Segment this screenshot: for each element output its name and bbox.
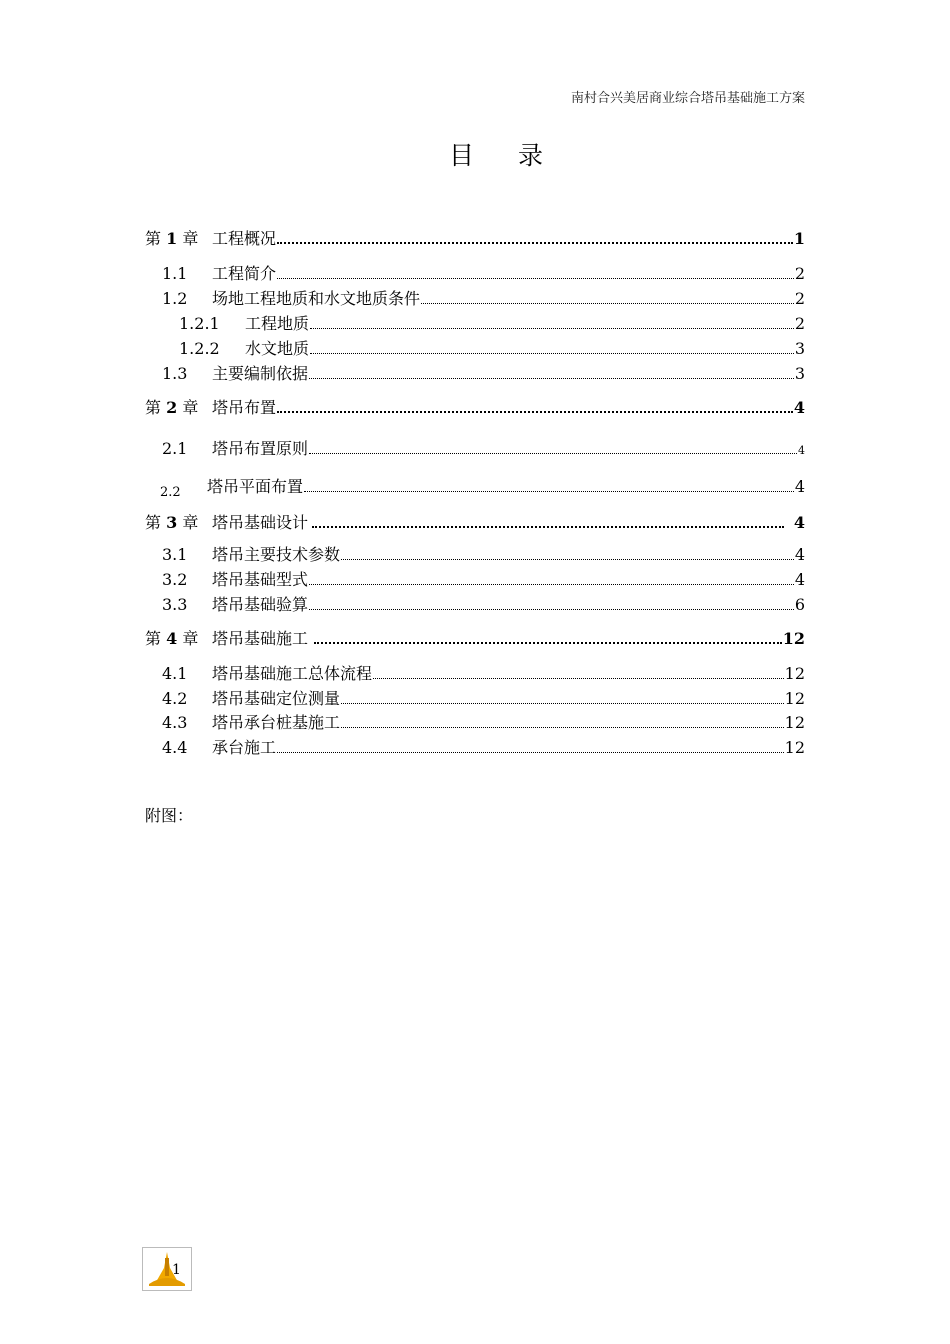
- toc-entry-page: 4: [793, 513, 805, 532]
- toc-leader-dots: [309, 609, 794, 610]
- toc-entry-number: 第 3 章: [145, 513, 199, 532]
- toc-entry-page: 12: [784, 713, 805, 732]
- toc-entry-4-1[interactable]: [162, 661, 805, 684]
- toc-entry-label: 塔吊基础施工: [212, 629, 309, 648]
- toc-entry-label: 塔吊基础验算: [212, 595, 309, 614]
- toc-entry-number: 4.3: [162, 713, 188, 732]
- toc-entry-number: 第 2 章: [145, 398, 199, 417]
- toc-entry-2-2[interactable]: [160, 474, 805, 500]
- toc-leader-dots: [309, 453, 797, 454]
- toc-entry-page: 4: [794, 570, 805, 589]
- toc-entry-number: 2.2: [160, 485, 181, 500]
- toc-leader-dots: [277, 278, 794, 279]
- company-logo-icon: [142, 1247, 192, 1291]
- toc-entry-3-1[interactable]: [162, 542, 805, 565]
- toc-entry-label: 塔吊布置原则: [212, 439, 309, 458]
- toc-entry-label: 塔吊平面布置: [207, 477, 304, 496]
- toc-entry-label: 工程地质: [245, 314, 310, 333]
- toc-leader-dots: [310, 353, 794, 354]
- toc-entry-page: 4: [798, 444, 805, 457]
- toc-entry-label: 塔吊主要技术参数: [212, 545, 341, 564]
- toc-leader-dots: [309, 378, 794, 379]
- toc-entry-3-2[interactable]: [162, 567, 805, 590]
- toc-entry-number: 2.1: [162, 439, 188, 458]
- toc-entry-3-3[interactable]: [162, 592, 805, 615]
- toc-entry-label: 水文地质: [245, 339, 310, 358]
- toc-leader-dots: [373, 678, 784, 679]
- toc-entry-number: 第 4 章: [145, 629, 199, 648]
- toc-entry-page: 12: [784, 689, 805, 708]
- toc-entry-number: 3.2: [162, 570, 188, 589]
- toc-leader-dots: [304, 491, 794, 492]
- toc-leader-dots: [341, 703, 784, 704]
- toc-entry-1-2-1[interactable]: [179, 311, 805, 334]
- toc-entry-label: 工程简介: [212, 264, 277, 283]
- toc-entry-number: 4.2: [162, 689, 188, 708]
- toc-entry-page: 4: [794, 545, 805, 564]
- running-header: 南村合兴美居商业综合塔吊基础施工方案: [570, 91, 805, 106]
- toc-entry-page: 3: [794, 339, 805, 358]
- toc-entry-chapter-4[interactable]: [145, 626, 805, 649]
- toc-entry-4-3[interactable]: [162, 710, 805, 733]
- toc-leader-dots: [277, 411, 793, 413]
- toc-leader-dots: [277, 242, 793, 244]
- toc-entry-1-2-2[interactable]: [179, 336, 805, 359]
- toc-entry-page: 2: [794, 264, 805, 283]
- toc-leader-dots: [341, 727, 784, 728]
- toc-entry-1-1[interactable]: [162, 261, 805, 284]
- toc-entry-chapter-1[interactable]: [145, 226, 805, 249]
- toc-leader-dots: [309, 584, 794, 585]
- toc-entry-label: 工程概况: [212, 229, 277, 248]
- toc-leader-dots: [312, 526, 784, 528]
- toc-title: 目 录: [449, 141, 561, 170]
- toc-leader-dots: [421, 303, 794, 304]
- toc-entry-number: 3.1: [162, 545, 188, 564]
- toc-entry-label: 场地工程地质和水文地质条件: [212, 289, 421, 308]
- toc-entry-number: 第 1 章: [145, 229, 199, 248]
- toc-entry-1-3[interactable]: [162, 361, 805, 384]
- toc-entry-number: 4.1: [162, 664, 188, 683]
- toc-entry-page: 1: [793, 229, 805, 248]
- toc-entry-page: 2: [794, 314, 805, 333]
- toc-entry-chapter-2[interactable]: [145, 395, 805, 418]
- toc-entry-chapter-3[interactable]: [145, 510, 805, 533]
- toc-entry-label: 塔吊基础型式: [212, 570, 309, 589]
- appendix-label: 附图：: [145, 806, 194, 825]
- toc-entry-number: 1.3: [162, 364, 188, 383]
- toc-entry-label: 塔吊基础施工总体流程: [212, 664, 373, 683]
- toc-entry-page: 3: [794, 364, 805, 383]
- toc-entry-page: 6: [794, 595, 805, 614]
- toc-leader-dots: [277, 752, 784, 753]
- toc-leader-dots: [310, 328, 794, 329]
- toc-entry-label: 塔吊基础定位测量: [212, 689, 341, 708]
- toc-entry-1-2[interactable]: [162, 286, 805, 309]
- toc-entry-page: 2: [794, 289, 805, 308]
- toc-entry-label: 塔吊承台桩基施工: [212, 713, 341, 732]
- toc-entry-number: 1.2.2: [179, 339, 220, 358]
- toc-entry-page: 12: [784, 738, 805, 757]
- toc-entry-label: 主要编制依据: [212, 364, 309, 383]
- toc-leader-dots: [314, 642, 782, 644]
- page-number: 1: [172, 1262, 181, 1278]
- toc-entry-2-1[interactable]: [162, 436, 805, 459]
- toc-entry-number: 1.1: [162, 264, 188, 283]
- toc-leader-dots: [341, 559, 794, 560]
- toc-entry-4-4[interactable]: [162, 735, 805, 758]
- toc-entry-number: 3.3: [162, 595, 188, 614]
- toc-entry-label: 承台施工: [212, 738, 277, 757]
- toc-entry-page: 12: [784, 664, 805, 683]
- toc-entry-page: 4: [793, 398, 805, 417]
- toc-entry-4-2[interactable]: [162, 686, 805, 709]
- toc-entry-number: 4.4: [162, 738, 188, 757]
- toc-entry-page: 4: [794, 477, 805, 496]
- toc-entry-label: 塔吊布置: [212, 398, 277, 417]
- toc-entry-number: 1.2.1: [179, 314, 220, 333]
- toc-entry-label: 塔吊基础设计: [212, 513, 309, 532]
- toc-entry-page: 12: [782, 629, 805, 648]
- toc-entry-number: 1.2: [162, 289, 188, 308]
